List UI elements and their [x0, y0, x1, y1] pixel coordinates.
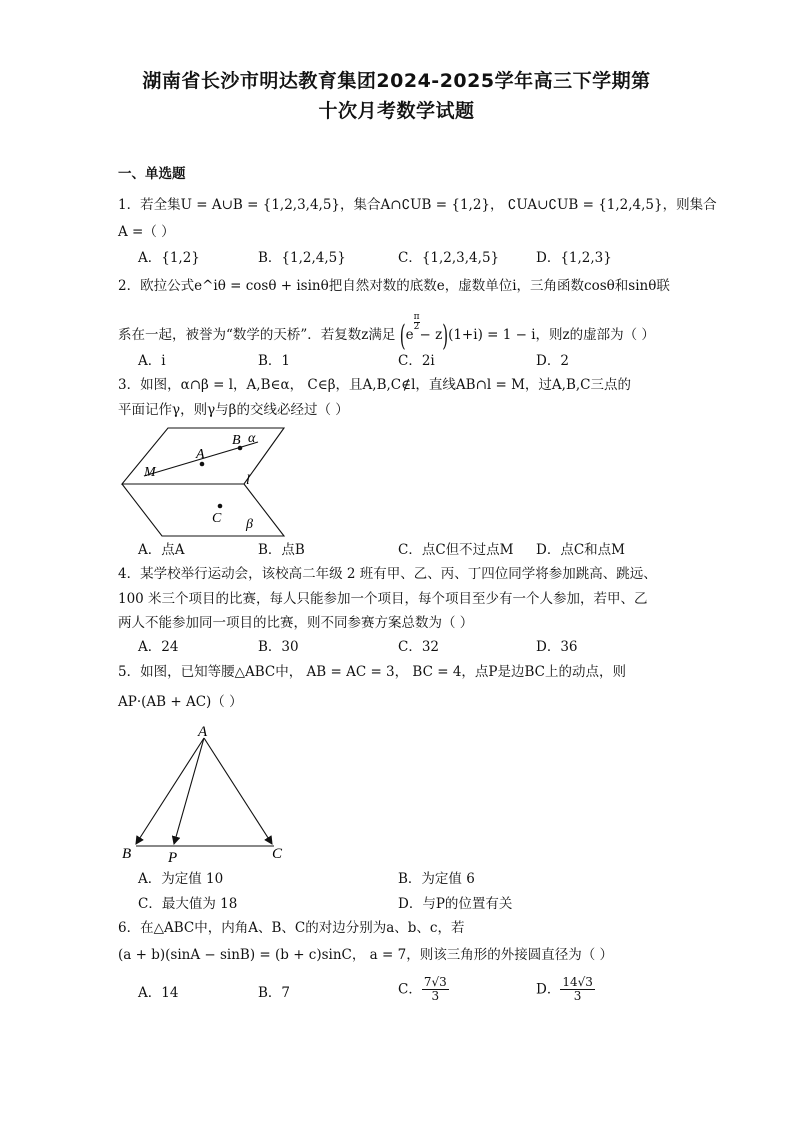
label-m: M	[144, 465, 156, 480]
q3-stem-line-2: 平面记作γ，则γ与β的交线必经过（ ）	[118, 402, 349, 418]
q2-stem-line-1: 2．欧拉公式e^iθ = cosθ + isinθ把自然对数的底数e，虚数单位i，三角函数cosθ和sinθ联	[118, 278, 670, 294]
q2-exponent-den: 2	[413, 322, 420, 332]
q1-option-b[interactable]: B．{1,2,4,5}	[258, 250, 346, 266]
label-p: P	[168, 850, 178, 864]
q2-option-a[interactable]: A．i	[138, 353, 166, 369]
q2-option-c[interactable]: C．2i	[398, 353, 435, 369]
q2-right-paren: )	[442, 318, 449, 353]
q5-option-d[interactable]: D．与P的位置有关	[398, 896, 513, 912]
q5-stem-line-2: AP·(AB + AC)（ ）	[118, 694, 243, 710]
q6-stem-line-1: 6．在△ABC中，内角A、B、C的对边分别为a、b、c，若	[118, 920, 465, 936]
vector-ab	[136, 738, 204, 844]
q4-option-d[interactable]: D．36	[536, 639, 578, 655]
q3-stem-line-1: 3．如图，α∩β = l，A,B∈α， C∈β，且A,B,C∉l，直线AB∩l = M，过A,B,C三点的	[118, 377, 632, 393]
label-c: C	[212, 511, 222, 526]
q2-exponent-num: π	[413, 312, 420, 322]
point-a	[200, 462, 205, 467]
exam-title-line-1: 湖南省长沙市明达教育集团2024-2025学年高三下学期第	[142, 70, 651, 92]
q6-option-c-den: 3	[431, 989, 440, 1003]
q6-option-c-label: C．	[398, 981, 422, 998]
label-b: B	[122, 846, 132, 862]
q2-stem-text-a: 系在一起，被誉为“数学的天桥”．若复数z满足	[118, 327, 396, 343]
vector-ac	[204, 738, 272, 844]
q5-option-a[interactable]: A．为定值 10	[138, 871, 224, 887]
vector-ap	[174, 738, 204, 844]
q3-option-d[interactable]: D．点C和点M	[536, 542, 625, 558]
q6-option-d-label: D．	[536, 981, 561, 998]
label-alpha: α	[248, 431, 256, 446]
q6-option-b[interactable]: B．7	[258, 985, 291, 1001]
q4-stem-line-2: 100 米三个项目的比赛，每人只能参加一个项目，每个项目至少有一个人参加，若甲、乙	[118, 591, 648, 607]
point-c	[218, 504, 223, 509]
q4-option-a[interactable]: A．24	[138, 639, 179, 655]
q1-option-c[interactable]: C．{1,2,3,4,5}	[398, 250, 500, 266]
q6-option-d-den: 3	[573, 989, 582, 1003]
q1-stem-line-1: 1．若全集U = A∪B = {1,2,3,4,5}，集合A∩∁UB = {1,2}， ∁UA∪∁UB = {1,2,4,5}，则集合	[118, 197, 717, 213]
q5-triangle-figure	[116, 722, 296, 864]
q6-option-c[interactable]	[398, 976, 449, 1003]
q5-option-c[interactable]: C．最大值为 18	[138, 896, 238, 912]
q4-stem-line-1: 4．某学校举行运动会，该校高二年级 2 班有甲、乙、丙、丁四位同学将参加跳高、跳远、	[118, 566, 657, 582]
label-b: B	[232, 433, 241, 448]
q6-option-c-fraction	[422, 976, 449, 1003]
q3-option-b[interactable]: B．点B	[258, 542, 305, 558]
label-beta: β	[246, 517, 253, 532]
q1-stem-line-2: A =（ ）	[118, 224, 175, 240]
q2-paren-minus: − z	[419, 327, 443, 343]
label-c: C	[272, 846, 283, 862]
q1-option-d[interactable]: D．{1,2,3}	[536, 250, 612, 266]
q3-option-a[interactable]: A．点A	[138, 542, 185, 558]
q2-left-paren: (	[399, 318, 406, 353]
q4-stem-line-3: 两人不能参加同一项目的比赛，则不同参赛方案总数为（ ）	[118, 615, 474, 631]
q4-option-b[interactable]: B．30	[258, 639, 299, 655]
q6-option-a[interactable]: A．14	[138, 985, 179, 1001]
q6-stem-line-2: (a + b)(sinA − sinB) = (b + c)sinC， a = 7，则该三角形的外接圆直径为（ ）	[118, 947, 614, 963]
q4-option-c[interactable]: C．32	[398, 639, 440, 655]
exam-title-line-2: 十次月考数学试题	[318, 100, 475, 122]
section-heading: 一、单选题	[118, 166, 186, 182]
label-a: A	[198, 724, 208, 740]
label-a: A	[196, 447, 205, 462]
q2-option-b[interactable]: B．1	[258, 353, 291, 369]
label-l: l	[246, 473, 250, 488]
q2-stem-line-2	[118, 312, 655, 353]
q6-option-d-fraction	[560, 976, 595, 1003]
q1-option-a[interactable]: A．{1,2}	[138, 250, 200, 266]
q5-stem-line-1: 5．如图，已知等腰△ABC中， AB = AC = 3， BC = 4，点P是边BC上的动点，则	[118, 664, 626, 680]
q6-option-d[interactable]	[536, 976, 595, 1003]
q6-option-c-num: 7√3	[423, 975, 447, 989]
q3-planes-figure	[118, 424, 288, 540]
q2-stem-text-b: (1+i) = 1 − i，则z的虚部为（ ）	[448, 327, 655, 343]
q3-option-c[interactable]: C．点C但不过点M	[398, 542, 514, 558]
q5-option-b[interactable]: B．为定值 6	[398, 871, 475, 887]
q6-option-d-num: 14√3	[562, 975, 593, 989]
q2-paren-body: e	[405, 327, 414, 343]
q2-option-d[interactable]: D．2	[536, 353, 569, 369]
plane-beta	[122, 484, 284, 536]
